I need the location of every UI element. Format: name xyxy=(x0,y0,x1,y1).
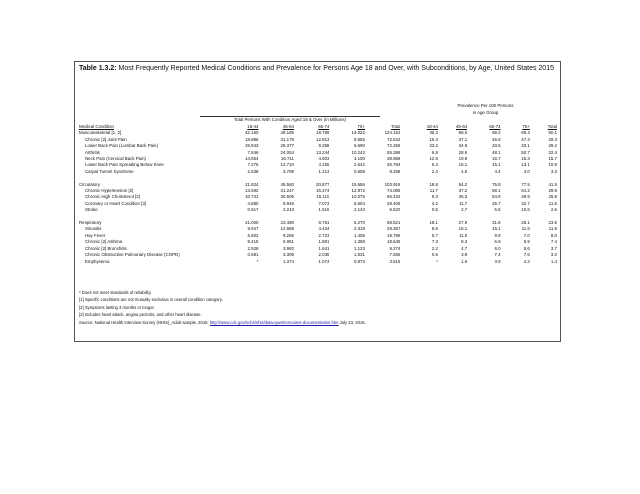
value-cell: 72.532 xyxy=(387,136,401,142)
value-cell: 1.641 xyxy=(318,245,330,251)
group-rule-total xyxy=(200,116,380,117)
value-cell: 1.388 xyxy=(353,239,365,245)
value-cell: 2.528 xyxy=(247,245,259,251)
value-cell: 18.645 xyxy=(387,239,401,245)
column-header: 45-64 xyxy=(282,124,294,129)
value-cell: 1.891 xyxy=(318,239,330,245)
value-cell: 37.1 xyxy=(458,136,468,142)
value-cell: 29.367 xyxy=(387,226,401,232)
value-cell: 18.8 xyxy=(429,181,438,187)
value-cell: 7.4 xyxy=(550,239,557,245)
value-cell: 3.799 xyxy=(282,168,294,174)
value-cell: 14.022 xyxy=(351,130,365,136)
group-header-prevalence-line1: Prevalence Per 100 Persons xyxy=(457,103,514,108)
value-cell: 33.6 xyxy=(492,143,501,149)
value-cell: 29.3 xyxy=(548,136,557,142)
value-cell: 13.1 xyxy=(521,162,530,168)
value-cell: 6.520 xyxy=(389,207,401,213)
value-cell: 2.723 xyxy=(318,232,330,238)
value-cell: 55.386 xyxy=(387,149,401,155)
value-cell: 46.9 xyxy=(492,136,501,142)
value-cell: 16.274 xyxy=(316,188,330,194)
value-cell: 2.7 xyxy=(461,207,468,213)
value-cell: 0.681 xyxy=(247,252,259,258)
value-cell: 9.947 xyxy=(247,226,259,232)
value-cell: 3.0 xyxy=(523,168,530,174)
value-cell: 25.7 xyxy=(492,200,501,206)
value-cell: 47.3 xyxy=(521,136,530,142)
value-cell: 36.3 xyxy=(429,130,438,136)
value-cell: 2.035 xyxy=(318,252,330,258)
table-row xyxy=(79,259,557,265)
value-cell: 9.9 xyxy=(494,232,501,238)
value-cell: 6.951 xyxy=(282,239,294,245)
row-label: Respiratory xyxy=(79,220,102,226)
value-cell: 11.9 xyxy=(548,226,557,232)
value-cell: 1.374 xyxy=(282,258,294,264)
value-cell: 2.2 xyxy=(431,245,438,251)
value-cell: 10.741 xyxy=(245,194,259,200)
value-cell: 8.415 xyxy=(247,239,259,245)
value-cell: 69.4 xyxy=(521,130,530,136)
value-cell: 49.185 xyxy=(280,130,294,136)
value-cell: 1.074 xyxy=(318,258,330,264)
value-cell: 4.3 xyxy=(523,258,530,264)
value-cell: 33.1 xyxy=(521,143,530,149)
value-cell: 12.668 xyxy=(280,226,294,232)
value-cell: 2.642 xyxy=(353,162,365,168)
value-cell: 14.554 xyxy=(245,156,259,162)
value-cell: 3.0 xyxy=(550,252,557,258)
value-cell: 58.5 xyxy=(458,130,468,136)
value-cell: 12.913 xyxy=(316,136,330,142)
value-cell: 16.7 xyxy=(492,156,501,162)
value-cell: 2.143 xyxy=(353,207,365,213)
value-cell: 0.873 xyxy=(353,258,365,264)
value-cell: 54.8 xyxy=(492,194,501,200)
value-cell: 2.638 xyxy=(247,168,259,174)
value-cell: 16.711 xyxy=(280,156,294,162)
value-cell: 4.4 xyxy=(494,168,501,174)
value-cell: 9.849 xyxy=(282,200,294,206)
value-cell: 36.3 xyxy=(458,194,468,200)
value-cell: 50.1 xyxy=(548,130,557,136)
value-cell: 2.318 xyxy=(353,226,365,232)
group-header-prevalence-line2: in Age Group xyxy=(472,110,499,115)
value-cell: 23.2 xyxy=(429,143,438,149)
row-label: Chronic Hypertension [2] xyxy=(85,188,134,194)
value-cell: 7.4 xyxy=(494,252,501,258)
value-cell: 15.1 xyxy=(492,162,501,168)
row-label: Carpal Tunnel Syndrome xyxy=(85,168,134,174)
value-cell: 26.8 xyxy=(548,194,557,200)
value-cell: * xyxy=(436,258,438,264)
value-cell: 15.3 xyxy=(521,156,530,162)
value-cell: 7.3 xyxy=(431,239,438,245)
row-label: Chronic [2] Asthma xyxy=(85,239,123,245)
row-label: Musculoskeletal [1, 2] xyxy=(79,130,122,136)
value-cell: 37.2 xyxy=(458,188,468,194)
value-cell: 29.2 xyxy=(548,143,557,149)
value-cell: 15.7 xyxy=(548,156,557,162)
value-cell: 12.972 xyxy=(351,188,365,194)
value-cell: 6.0 xyxy=(494,245,501,251)
value-cell: 3.982 xyxy=(282,245,294,251)
value-cell: 0.608 xyxy=(353,168,365,174)
value-cell: 103.918 xyxy=(384,181,401,187)
value-cell: 26.943 xyxy=(245,143,259,149)
row-label: Stroke xyxy=(85,207,98,213)
value-cell: 5.7 xyxy=(431,232,438,238)
value-cell: 16.1 xyxy=(492,226,501,232)
value-cell: 26.784 xyxy=(387,162,401,168)
value-cell: 58.521 xyxy=(387,220,401,226)
value-cell: 9.265 xyxy=(282,232,294,238)
row-label: Lower Back Pain (Lumbar Back Pain) xyxy=(85,143,158,149)
value-cell: 9.274 xyxy=(389,245,401,251)
value-cell: 16.3 xyxy=(429,136,438,142)
value-cell: 5.9 xyxy=(523,239,530,245)
value-cell: 6.8 xyxy=(431,149,438,155)
value-cell: 10.075 xyxy=(351,194,365,200)
value-cell: 21.000 xyxy=(245,220,259,226)
value-cell: 34.9 xyxy=(458,143,468,149)
value-cell: 77.5 xyxy=(521,181,530,187)
value-cell: 12.6 xyxy=(429,156,438,162)
value-cell: 6.604 xyxy=(353,200,365,206)
value-cell: 0.617 xyxy=(247,207,259,213)
row-label: Chronic High Cholesterol [2] xyxy=(85,194,140,200)
column-header: 45-64 xyxy=(455,124,468,129)
value-cell: 6.690 xyxy=(353,143,365,149)
value-cell: 42.160 xyxy=(245,130,259,136)
value-cell: 9.3 xyxy=(431,194,438,200)
value-cell: 21.824 xyxy=(245,181,259,187)
value-cell: 11.5 xyxy=(548,200,557,206)
footnote: [2] Symptoms lasting 3 months or longer. xyxy=(79,304,155,310)
value-cell: 41.9 xyxy=(548,181,557,187)
column-header: 65-74 xyxy=(318,124,330,129)
value-cell: 3.3 xyxy=(550,168,557,174)
table-title-text: Most Frequently Reported Medical Conditions and Prevalence for Persons Age 18 and Over, with Subconditions, by Age, United States 2015 xyxy=(116,65,554,72)
value-cell: 7.6 xyxy=(523,252,530,258)
value-cell: 48.1 xyxy=(492,149,501,155)
value-cell: 18.1 xyxy=(429,220,438,226)
value-cell: 54.2 xyxy=(458,181,468,187)
table-number: Table 1.3.2: xyxy=(79,65,117,72)
row-label: Neck Pain (Cervical Back Pain) xyxy=(85,156,147,162)
value-cell: 3.100 xyxy=(353,156,365,162)
column-header: 65-74 xyxy=(489,124,501,129)
value-cell: 15.1 xyxy=(458,162,468,168)
value-cell: 32.7 xyxy=(521,200,530,206)
value-cell: 22.4 xyxy=(548,149,557,155)
value-cell: 5.270 xyxy=(353,220,365,226)
value-cell: 38.968 xyxy=(387,156,401,162)
value-cell: 2.243 xyxy=(282,207,294,213)
value-cell: 7.846 xyxy=(247,149,259,155)
row-label: Chronic [2] Bronchitis xyxy=(85,245,127,251)
value-cell: 11.0 xyxy=(458,232,468,238)
value-cell: 29.9 xyxy=(548,188,557,194)
conditions-table xyxy=(79,124,557,265)
column-header: 75+ xyxy=(357,124,365,129)
value-cell: 7.556 xyxy=(389,252,401,258)
value-cell: 24.054 xyxy=(280,149,294,155)
row-label: Arthritis xyxy=(85,149,100,155)
value-cell: 8.6 xyxy=(431,226,438,232)
value-cell: 72.268 xyxy=(387,143,401,149)
value-cell: 8.258 xyxy=(389,168,401,174)
value-cell: 66.432 xyxy=(387,194,401,200)
source-prefix: Source: National Health Interview Survey (NHIS)_Adult sample, 2015. xyxy=(79,319,210,325)
value-cell: 6.9 xyxy=(494,239,501,245)
value-cell: 7.073 xyxy=(318,200,330,206)
value-cell: 29.377 xyxy=(280,143,294,149)
value-cell: 4.880 xyxy=(247,200,259,206)
row-label: Emphysema xyxy=(85,258,110,264)
value-cell: 15.110 xyxy=(316,194,330,200)
value-cell: 2.6 xyxy=(550,207,557,213)
value-cell: 50.7 xyxy=(521,149,530,155)
column-header: 75+ xyxy=(522,124,530,129)
value-cell: 1.405 xyxy=(353,232,365,238)
value-cell: 31.179 xyxy=(280,136,294,142)
value-cell: 4.434 xyxy=(318,226,330,232)
value-cell: 4.2 xyxy=(431,200,438,206)
value-cell: 11.7 xyxy=(429,188,438,194)
value-cell: 30.506 xyxy=(280,194,294,200)
value-cell: 0.5 xyxy=(431,207,438,213)
value-cell: 23.6 xyxy=(548,220,557,226)
value-cell: 9.258 xyxy=(318,143,330,149)
value-cell: 3.9 xyxy=(494,258,501,264)
footnotes xyxy=(79,289,557,326)
value-cell: 1.123 xyxy=(353,245,365,251)
value-cell: 1.516 xyxy=(318,207,330,213)
footnote: [3] Includes heart attack, angina pectoris, and other heart disease. xyxy=(79,312,202,318)
value-cell: 7.276 xyxy=(247,162,259,168)
value-cell: 9.555 xyxy=(353,136,365,142)
value-cell: 3.7 xyxy=(550,245,557,251)
source-link[interactable]: http://www.cdc.gov/nchs/nhis/data-questionnaires-documentation.htm xyxy=(209,319,339,325)
value-cell: 27.9 xyxy=(458,220,468,226)
value-cell: 8.3 xyxy=(461,239,468,245)
value-cell: 10.8 xyxy=(548,162,557,168)
value-cell: 11.5 xyxy=(521,226,530,232)
value-cell: 10.6 xyxy=(521,207,530,213)
value-cell: 49.9 xyxy=(521,194,530,200)
value-cell: 4.7 xyxy=(461,245,468,251)
value-cell: 18.886 xyxy=(245,136,259,142)
footnote: * Does not meet standards of reliability. xyxy=(79,290,152,295)
value-cell: 5.6 xyxy=(523,245,530,251)
value-cell: 1.531 xyxy=(353,252,365,258)
value-cell: 31.8 xyxy=(492,220,501,226)
value-cell: 1.6 xyxy=(461,258,468,264)
value-cell: 15.656 xyxy=(351,181,365,187)
value-cell: 64.2 xyxy=(521,188,530,194)
value-cell: 23.490 xyxy=(280,220,294,226)
value-cell: 31.247 xyxy=(280,188,294,194)
column-header: 18-44 xyxy=(426,124,438,129)
value-cell: 4.155 xyxy=(318,162,330,168)
value-cell: 8.761 xyxy=(318,220,330,226)
value-cell: 11.7 xyxy=(458,200,468,206)
value-cell: 18.786 xyxy=(316,130,330,136)
group-header-total-persons: Total Persons With Condition Aged 18 & Over (in Millions) xyxy=(233,117,346,122)
value-cell: 4.5 xyxy=(461,168,468,174)
row-label: Lower Back Pain Spreading Below Knee xyxy=(85,162,164,168)
value-cell: * xyxy=(256,258,259,264)
value-cell: 7.0 xyxy=(523,232,530,238)
value-cell: 19.9 xyxy=(458,156,468,162)
value-cell: 45.560 xyxy=(280,181,294,187)
value-cell: 20.877 xyxy=(316,181,330,187)
column-header: 18-44 xyxy=(247,124,259,129)
column-header: Total xyxy=(547,124,557,129)
table-title xyxy=(79,64,557,74)
value-cell: 2.3 xyxy=(431,168,438,174)
value-cell: 0.6 xyxy=(431,252,438,258)
value-cell: 4.603 xyxy=(318,156,330,162)
value-cell: 28.406 xyxy=(387,200,401,206)
value-cell: 13.592 xyxy=(245,188,259,194)
column-header: Total xyxy=(391,124,401,129)
value-cell: 75.8 xyxy=(492,181,501,187)
value-cell: 13.244 xyxy=(316,149,330,155)
value-cell: 6.3 xyxy=(431,162,438,168)
value-cell: 74.085 xyxy=(387,188,401,194)
value-cell: 124.152 xyxy=(384,130,401,136)
value-cell: 59.1 xyxy=(492,188,501,194)
value-cell: 3.9 xyxy=(461,252,468,258)
source-suffix: July 23, 2016. xyxy=(338,319,366,325)
value-cell: 10.243 xyxy=(351,149,365,155)
value-cell: 8.0 xyxy=(550,232,557,238)
value-cell: 5.5 xyxy=(494,207,501,213)
row-label: Sinusitis xyxy=(85,226,102,232)
row-label: Hay Fever xyxy=(85,232,106,238)
row-label: Chronic [2] Joint Pain xyxy=(85,136,127,142)
column-header: Medical Condition xyxy=(79,124,114,129)
value-cell: 1.213 xyxy=(318,168,330,174)
value-cell: 68.2 xyxy=(492,130,501,136)
value-cell: 28.6 xyxy=(458,149,468,155)
value-cell: 19.796 xyxy=(387,232,401,238)
value-cell: 1.4 xyxy=(550,258,557,264)
value-cell: 6.602 xyxy=(247,232,259,238)
value-cell: 3.309 xyxy=(282,252,294,258)
source-line xyxy=(79,319,557,326)
footnote: [1] Specific conditions are not mutually exclusive in overall condition category. xyxy=(79,297,223,303)
value-cell: 26.1 xyxy=(521,220,530,226)
value-cell: 12.710 xyxy=(280,162,294,168)
value-cell: 3.515 xyxy=(389,258,401,264)
row-label: Coronary or Heart Condition [3] xyxy=(85,200,147,206)
value-cell: 15.1 xyxy=(458,226,468,232)
row-label: Chronic Obstructive Pulmonary Disease (COPD) xyxy=(85,252,180,258)
row-label: Circulatory xyxy=(79,181,100,187)
